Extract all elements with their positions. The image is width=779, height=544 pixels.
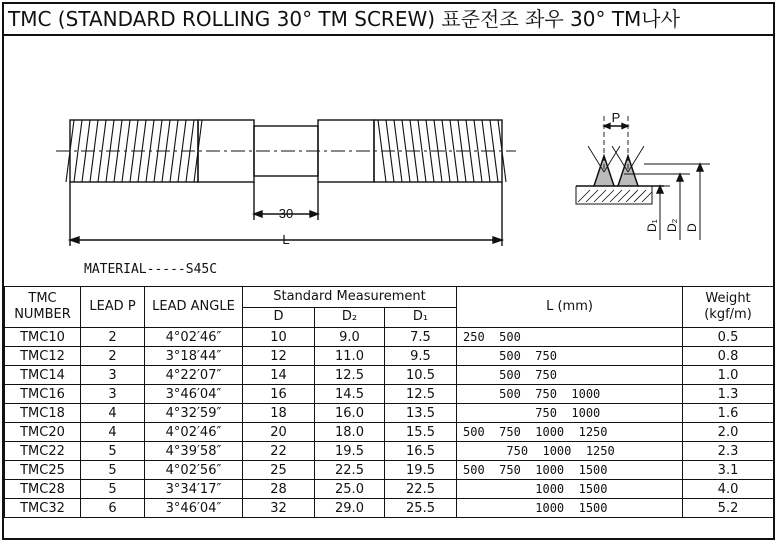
pitch-label: P bbox=[611, 110, 621, 125]
d2-cell: 12.5 bbox=[315, 366, 385, 385]
tmc-cell: TMC22 bbox=[5, 442, 81, 461]
lead-angle-cell: 3°18′44″ bbox=[145, 347, 243, 366]
d1-cell: 19.5 bbox=[385, 461, 457, 480]
d1-cell: 13.5 bbox=[385, 404, 457, 423]
d1-cell: 22.5 bbox=[385, 480, 457, 499]
material-note: MATERIAL-----S45C bbox=[84, 262, 218, 277]
tmc-cell: TMC25 bbox=[5, 461, 81, 480]
tmc-cell: TMC20 bbox=[5, 423, 81, 442]
table-row bbox=[5, 423, 774, 442]
length-cell: 500 750 bbox=[457, 347, 683, 366]
lead-angle-cell: 3°46′04″ bbox=[145, 385, 243, 404]
d2-cell: 22.5 bbox=[315, 461, 385, 480]
length-cell: 250 500 bbox=[457, 328, 683, 347]
header-weight: Weight (kgf/m) bbox=[683, 287, 774, 328]
weight-cell: 3.1 bbox=[683, 461, 774, 480]
dim-L-label: L bbox=[282, 232, 290, 247]
tmc-cell: TMC12 bbox=[5, 347, 81, 366]
lead-cell: 5 bbox=[81, 461, 145, 480]
d-label: D bbox=[685, 223, 699, 232]
lead-angle-cell: 4°02′46″ bbox=[145, 423, 243, 442]
length-cell: 500 750 1000 1500 bbox=[457, 461, 683, 480]
weight-cell: 5.2 bbox=[683, 499, 774, 518]
table-row bbox=[5, 347, 774, 366]
lead-angle-cell: 4°02′56″ bbox=[145, 461, 243, 480]
header-d2: D₂ bbox=[315, 307, 385, 328]
d2-cell: 29.0 bbox=[315, 499, 385, 518]
tmc-cell: TMC18 bbox=[5, 404, 81, 423]
table-row bbox=[5, 385, 774, 404]
table-row bbox=[5, 499, 774, 518]
d2-cell: 19.5 bbox=[315, 442, 385, 461]
length-cell: 500 750 1000 1250 bbox=[457, 423, 683, 442]
d-cell: 10 bbox=[243, 328, 315, 347]
d-cell: 22 bbox=[243, 442, 315, 461]
header-d: D bbox=[243, 307, 315, 328]
lead-cell: 5 bbox=[81, 480, 145, 499]
d-cell: 14 bbox=[243, 366, 315, 385]
table-row bbox=[5, 480, 774, 499]
d2-label: D₂ bbox=[665, 218, 679, 232]
table-row bbox=[5, 461, 774, 480]
d-cell: 12 bbox=[243, 347, 315, 366]
lead-cell: 4 bbox=[81, 423, 145, 442]
header-d1: D₁ bbox=[385, 307, 457, 328]
length-cell: 500 750 1000 bbox=[457, 385, 683, 404]
tmc-cell: TMC16 bbox=[5, 385, 81, 404]
d-cell: 25 bbox=[243, 461, 315, 480]
tmc-cell: TMC28 bbox=[5, 480, 81, 499]
length-cell: 750 1000 bbox=[457, 404, 683, 423]
d1-cell: 7.5 bbox=[385, 328, 457, 347]
lead-angle-cell: 4°32′59″ bbox=[145, 404, 243, 423]
table-row bbox=[5, 404, 774, 423]
weight-cell: 2.3 bbox=[683, 442, 774, 461]
d2-cell: 14.5 bbox=[315, 385, 385, 404]
screw-drawing bbox=[4, 36, 773, 286]
header-lead-angle: LEAD ANGLE bbox=[145, 287, 243, 328]
dim-30-label: 30 bbox=[278, 206, 294, 221]
d1-cell: 25.5 bbox=[385, 499, 457, 518]
lead-cell: 3 bbox=[81, 385, 145, 404]
d2-cell: 9.0 bbox=[315, 328, 385, 347]
header-tmc-number: TMC NUMBER bbox=[5, 287, 81, 328]
d-cell: 16 bbox=[243, 385, 315, 404]
spec-sheet bbox=[2, 2, 775, 540]
d-cell: 32 bbox=[243, 499, 315, 518]
d2-cell: 11.0 bbox=[315, 347, 385, 366]
header-standard-measurement: Standard Measurement bbox=[243, 287, 457, 308]
weight-cell: 0.5 bbox=[683, 328, 774, 347]
lead-angle-cell: 3°46′04″ bbox=[145, 499, 243, 518]
weight-cell: 1.0 bbox=[683, 366, 774, 385]
lead-cell: 2 bbox=[81, 347, 145, 366]
header-l-mm: L (mm) bbox=[457, 287, 683, 328]
d1-cell: 15.5 bbox=[385, 423, 457, 442]
length-cell: 1000 1500 bbox=[457, 499, 683, 518]
d1-cell: 9.5 bbox=[385, 347, 457, 366]
page-title: TMC (STANDARD ROLLING 30° TM SCREW) 표준전조 좌우 30° TM나사 bbox=[4, 4, 773, 36]
header-lead-p: LEAD P bbox=[81, 287, 145, 328]
lead-cell: 5 bbox=[81, 442, 145, 461]
d2-cell: 18.0 bbox=[315, 423, 385, 442]
d-cell: 18 bbox=[243, 404, 315, 423]
lead-angle-cell: 4°02′46″ bbox=[145, 328, 243, 347]
length-cell: 750 1000 1250 bbox=[457, 442, 683, 461]
weight-cell: 2.0 bbox=[683, 423, 774, 442]
spec-table bbox=[4, 286, 774, 518]
table-row bbox=[5, 366, 774, 385]
d1-cell: 12.5 bbox=[385, 385, 457, 404]
lead-angle-cell: 4°39′58″ bbox=[145, 442, 243, 461]
length-cell: 1000 1500 bbox=[457, 480, 683, 499]
d2-cell: 25.0 bbox=[315, 480, 385, 499]
weight-cell: 1.6 bbox=[683, 404, 774, 423]
d-cell: 28 bbox=[243, 480, 315, 499]
length-cell: 500 750 bbox=[457, 366, 683, 385]
weight-cell: 0.8 bbox=[683, 347, 774, 366]
lead-cell: 6 bbox=[81, 499, 145, 518]
d2-cell: 16.0 bbox=[315, 404, 385, 423]
lead-cell: 2 bbox=[81, 328, 145, 347]
d-cell: 20 bbox=[243, 423, 315, 442]
table-row bbox=[5, 328, 774, 347]
weight-cell: 4.0 bbox=[683, 480, 774, 499]
d1-label: D₁ bbox=[645, 219, 659, 232]
tmc-cell: TMC14 bbox=[5, 366, 81, 385]
lead-angle-cell: 4°22′07″ bbox=[145, 366, 243, 385]
d1-cell: 16.5 bbox=[385, 442, 457, 461]
tmc-cell: TMC10 bbox=[5, 328, 81, 347]
table-row bbox=[5, 442, 774, 461]
weight-cell: 1.3 bbox=[683, 385, 774, 404]
tmc-cell: TMC32 bbox=[5, 499, 81, 518]
lead-angle-cell: 3°34′17″ bbox=[145, 480, 243, 499]
d1-cell: 10.5 bbox=[385, 366, 457, 385]
thread-profile bbox=[576, 116, 710, 240]
lead-cell: 4 bbox=[81, 404, 145, 423]
screw-diagram-svg bbox=[4, 36, 777, 286]
lead-cell: 3 bbox=[81, 366, 145, 385]
